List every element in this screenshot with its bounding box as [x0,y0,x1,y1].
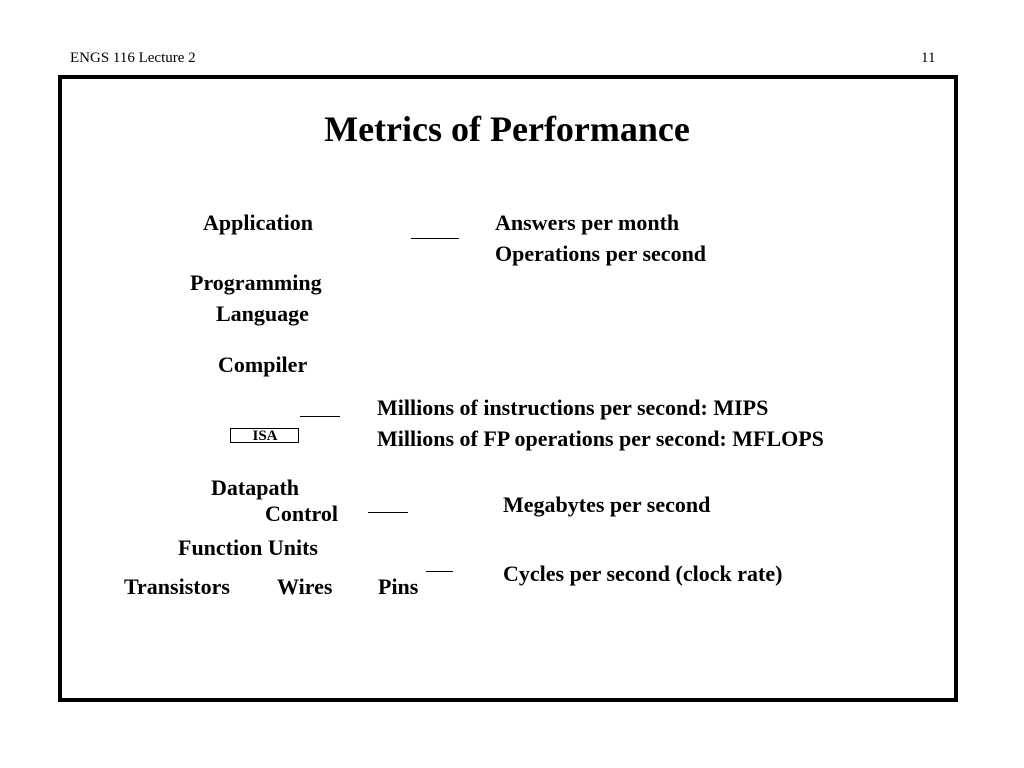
level-programming: Programming [190,270,322,295]
level-control: Control [265,501,338,526]
level-transistors: Transistors [124,574,230,599]
level-isa: ISA [252,428,278,444]
connector-pins [426,571,453,572]
level-application: Application [203,210,314,235]
level-wires: Wires [277,574,333,599]
metric-cycles: Cycles per second (clock rate) [503,561,783,586]
connector-control [368,512,408,513]
metric-operations: Operations per second [495,241,707,266]
slide-title: Metrics of Performance [324,109,690,149]
level-language: Language [216,301,309,326]
metric-megabytes: Megabytes per second [503,492,711,517]
page-number: 11 [921,50,936,66]
slide-frame [58,75,958,702]
metric-answers: Answers per month [495,210,680,235]
level-function-units: Function Units [178,535,318,560]
level-compiler: Compiler [218,352,308,377]
lecture-header: ENGS 116 Lecture 2 [70,50,196,66]
connector-application [411,238,459,239]
metric-mflops: Millions of FP operations per second: MFLOPS [377,426,824,451]
level-pins: Pins [378,574,419,599]
level-datapath: Datapath [211,475,300,500]
metric-mips: Millions of instructions per second: MIPS [377,395,769,420]
connector-isa [300,416,340,417]
